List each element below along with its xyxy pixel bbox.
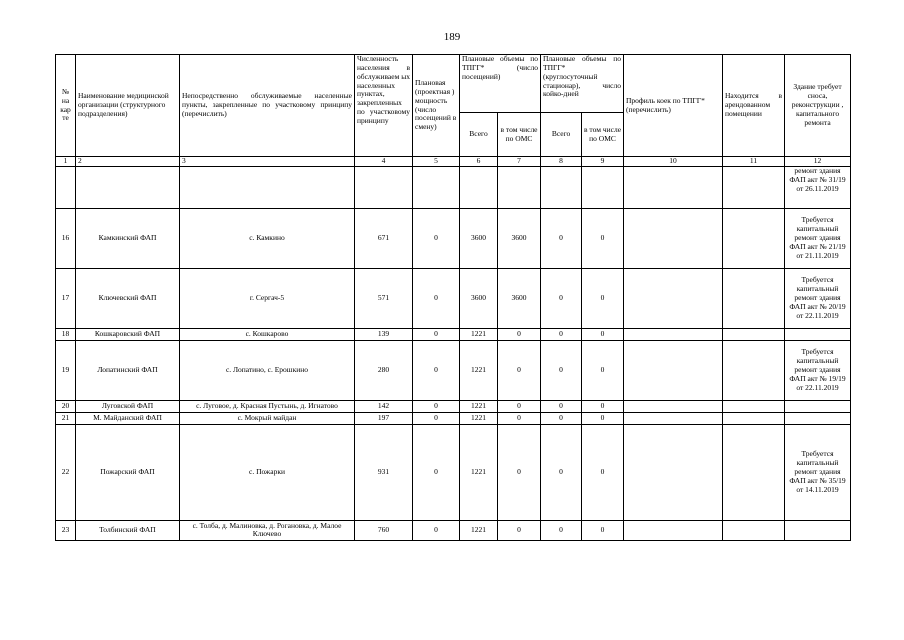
header-cell-num: № на кар те (56, 55, 76, 157)
population: 197 (355, 412, 413, 424)
visits-total (460, 166, 498, 208)
column-number-row (56, 157, 851, 167)
header-cell-settlements: Непосредственно обслуживаемые населенные пункты, закрепленные по участковому принципу (перечислить) (180, 55, 355, 157)
capacity: 0 (413, 328, 460, 340)
column-number: 2 (76, 157, 180, 167)
bed-profile (624, 412, 723, 424)
beds-total: 0 (541, 328, 582, 340)
table-row (56, 400, 851, 412)
settlements: с. Луговое, д. Красная Пустынь, д. Игнатово (180, 400, 355, 412)
population: 139 (355, 328, 413, 340)
population: 671 (355, 208, 413, 268)
bed-profile (624, 166, 723, 208)
beds-total: 0 (541, 412, 582, 424)
page-number: 189 (443, 31, 461, 43)
beds-total: 0 (541, 268, 582, 328)
row-number: 23 (56, 520, 76, 540)
table-row (56, 520, 851, 540)
visits-oms (498, 166, 541, 208)
population: 571 (355, 268, 413, 328)
beds-oms: 0 (582, 328, 624, 340)
visits-total: 1221 (460, 328, 498, 340)
population: 142 (355, 400, 413, 412)
facility-name: Луговской ФАП (76, 400, 180, 412)
row-number: 17 (56, 268, 76, 328)
header-cell-rented: Находится в арендованном помещении (723, 55, 785, 157)
beds-total: 0 (541, 400, 582, 412)
facility-name: Толбинский ФАП (76, 520, 180, 540)
facility-name: Ключевский ФАП (76, 268, 180, 328)
header-cell-beds-oms: в том числе по ОМС (582, 113, 624, 157)
header-cell-repair: Здание требует сноса, реконструкции , капитального ремонта (785, 55, 851, 157)
capacity: 0 (413, 412, 460, 424)
visits-oms: 0 (498, 424, 541, 520)
visits-oms: 0 (498, 520, 541, 540)
visits-total: 3600 (460, 268, 498, 328)
table-row (56, 268, 851, 328)
rented (723, 208, 785, 268)
header-cell-visits: Плановые объемы по ТПГГ* (число посещений) (460, 55, 541, 113)
beds-oms: 0 (582, 208, 624, 268)
column-number: 12 (785, 157, 851, 167)
rented (723, 340, 785, 400)
row-number: 19 (56, 340, 76, 400)
visits-oms: 0 (498, 328, 541, 340)
header-cell-capacity: Плановая (проектная ) мощность (число посещений в смену) (413, 55, 460, 157)
header-cell-beds: Плановые объемы по ТПГГ* (круглосуточный стационар), число койко-дней (541, 55, 624, 113)
visits-total: 3600 (460, 208, 498, 268)
capacity: 0 (413, 340, 460, 400)
row-number: 20 (56, 400, 76, 412)
settlements: с. Мокрый майдан (180, 412, 355, 424)
header-row (56, 55, 851, 113)
bed-profile (624, 400, 723, 412)
settlements: с. Кошкарово (180, 328, 355, 340)
column-number: 11 (723, 157, 785, 167)
facility-name: М. Майданский ФАП (76, 412, 180, 424)
column-number: 5 (413, 157, 460, 167)
rented (723, 328, 785, 340)
population: 760 (355, 520, 413, 540)
header-cell-population: Численность населения в обслуживаем ых населенных пунктах, закрепленных по участковому принципу (355, 55, 413, 157)
column-number: 10 (624, 157, 723, 167)
column-number: 7 (498, 157, 541, 167)
facility-name: Пожарский ФАП (76, 424, 180, 520)
repair-note: ремонт здания ФАП акт № 31/19 от 26.11.2019 (785, 166, 851, 208)
table-row (56, 412, 851, 424)
facilities-table (55, 54, 851, 541)
beds-oms: 0 (582, 268, 624, 328)
beds-total: 0 (541, 340, 582, 400)
repair-note (785, 520, 851, 540)
facility-name: Кошкаровский ФАП (76, 328, 180, 340)
visits-total: 1221 (460, 400, 498, 412)
capacity: 0 (413, 208, 460, 268)
row-number: 22 (56, 424, 76, 520)
capacity: 0 (413, 400, 460, 412)
beds-oms: 0 (582, 412, 624, 424)
visits-oms: 3600 (498, 268, 541, 328)
column-number: 3 (180, 157, 355, 167)
beds-oms: 0 (582, 424, 624, 520)
beds-oms (582, 166, 624, 208)
repair-note (785, 412, 851, 424)
capacity (413, 166, 460, 208)
population: 931 (355, 424, 413, 520)
visits-total: 1221 (460, 424, 498, 520)
table-row (56, 340, 851, 400)
table-row (56, 328, 851, 340)
capacity: 0 (413, 520, 460, 540)
beds-oms: 0 (582, 520, 624, 540)
beds-oms: 0 (582, 400, 624, 412)
repair-note: Требуется капитальный ремонт здания ФАП акт № 20/19 от 22.11.2019 (785, 268, 851, 328)
column-number: 4 (355, 157, 413, 167)
visits-total: 1221 (460, 340, 498, 400)
row-number: 21 (56, 412, 76, 424)
repair-note (785, 328, 851, 340)
table-row (56, 424, 851, 520)
facility-name: Лопатинский ФАП (76, 340, 180, 400)
beds-oms: 0 (582, 340, 624, 400)
table-row (56, 208, 851, 268)
repair-note (785, 400, 851, 412)
repair-note: Требуется капитальный ремонт здания ФАП акт № 35/19 от 14.11.2019 (785, 424, 851, 520)
bed-profile (624, 328, 723, 340)
header-cell-visits-total: Всего (460, 113, 498, 157)
capacity: 0 (413, 424, 460, 520)
capacity: 0 (413, 268, 460, 328)
rented (723, 412, 785, 424)
bed-profile (624, 520, 723, 540)
rented (723, 520, 785, 540)
visits-oms: 0 (498, 400, 541, 412)
column-number: 8 (541, 157, 582, 167)
settlements: с. Пожарки (180, 424, 355, 520)
row-number: 16 (56, 208, 76, 268)
rented (723, 400, 785, 412)
bed-profile (624, 268, 723, 328)
beds-total: 0 (541, 424, 582, 520)
bed-profile (624, 340, 723, 400)
visits-total: 1221 (460, 520, 498, 540)
settlements: г. Сергач-5 (180, 268, 355, 328)
row-number: 18 (56, 328, 76, 340)
visits-oms: 0 (498, 412, 541, 424)
header-cell-profile: Профиль коек по ТПГГ* (перечислить) (624, 55, 723, 157)
population (355, 166, 413, 208)
visits-oms: 3600 (498, 208, 541, 268)
rented (723, 166, 785, 208)
settlements: с. Лопатино, с. Ерошкино (180, 340, 355, 400)
header-cell-beds-total: Всего (541, 113, 582, 157)
header-cell-name: Наименование медицинской организации (структурного подразделения) (76, 55, 180, 157)
beds-total (541, 166, 582, 208)
column-number: 1 (56, 157, 76, 167)
visits-total: 1221 (460, 412, 498, 424)
bed-profile (624, 424, 723, 520)
column-number: 9 (582, 157, 624, 167)
settlements: с. Камкино (180, 208, 355, 268)
population: 280 (355, 340, 413, 400)
rented (723, 424, 785, 520)
table-row (56, 166, 851, 208)
bed-profile (624, 208, 723, 268)
facility-name: Камкинский ФАП (76, 208, 180, 268)
settlements (180, 166, 355, 208)
repair-note: Требуется капитальный ремонт здания ФАП акт № 19/19 от 22.11.2019 (785, 340, 851, 400)
repair-note: Требуется капитальный ремонт здания ФАП акт № 21/19 от 21.11.2019 (785, 208, 851, 268)
beds-total: 0 (541, 520, 582, 540)
row-number (56, 166, 76, 208)
facility-name (76, 166, 180, 208)
visits-oms: 0 (498, 340, 541, 400)
settlements: с. Толба, д. Малиновка, д. Рогановка, д. Малое Ключево (180, 520, 355, 540)
beds-total: 0 (541, 208, 582, 268)
column-number: 6 (460, 157, 498, 167)
rented (723, 268, 785, 328)
header-cell-visits-oms: в том числе по ОМС (498, 113, 541, 157)
